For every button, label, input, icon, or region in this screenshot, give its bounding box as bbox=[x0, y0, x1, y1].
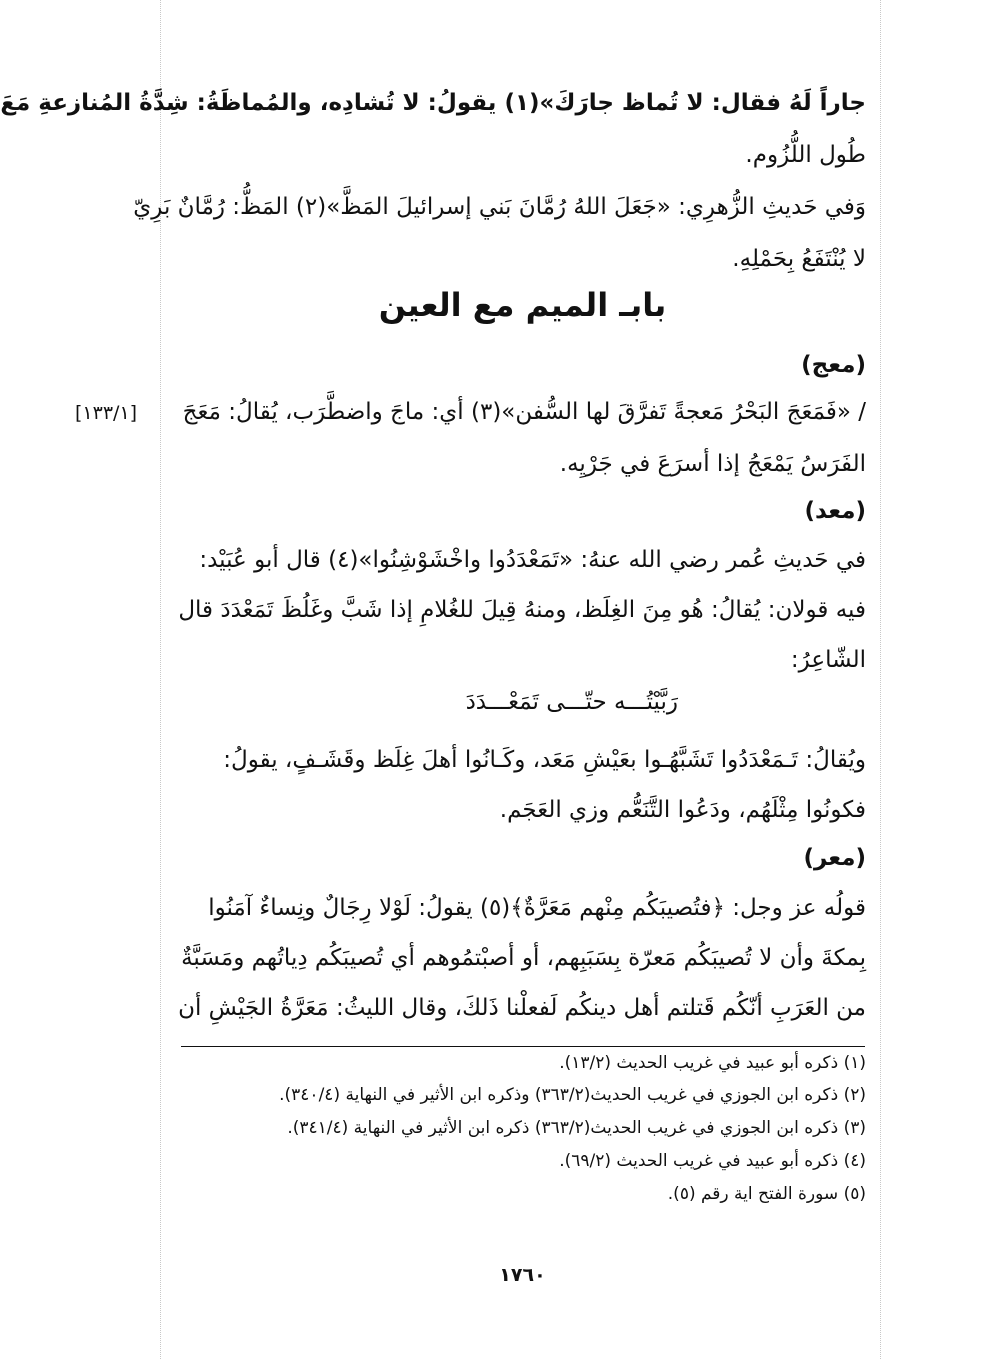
text-line: قولُه عز وجل: ﴿فتُصيبَكُم مِنْهم مَعَرَّةٌ﴾(٥) يقولُ: لَوْلا رِجَالٌ ونِساءٌ آمَنُوا bbox=[208, 895, 866, 921]
text-line: ويُقالُ: تَـمَعْدَدُوا تَشَبَّهُـوا بعَيْشِ مَعَد، وكَـانُوا أهلَ غِلَظ وقَشَـفٍ، يقولُ: bbox=[223, 747, 866, 773]
top-paragraph bbox=[0, 88, 866, 274]
section-maad-cont bbox=[178, 745, 866, 825]
section-maaj bbox=[178, 397, 866, 479]
root-heading-maaj: (معج) bbox=[801, 352, 866, 378]
text-line: بِمكةَ وأن لا تُصيبَكُم مَعرّة بِسَبَبِهم، أو أصبْتمُوهم أي تُصيبَكُم دِياتُهم ومَسَبَّةٌ bbox=[181, 945, 866, 971]
text-line: وَفي حَديثِ الزُّهرِي: «جَعَلَ اللهُ رُمَّانَ بَني إسرائيلَ المَظَّ»(٢) المَظُّ: رُمَّانٌ بَرِيّ bbox=[133, 194, 866, 220]
root-heading-maar: (معر) bbox=[803, 845, 866, 871]
root-heading-maad: (معد) bbox=[804, 498, 866, 524]
manuscript-marker: [١٣٣/١] bbox=[75, 402, 138, 424]
text-line: جاراً لَهُ فقال: لا تُماظ جارَكَ»(١) يقولُ: لا تُشادِه، والمُماظَةُ: شِدَّةُ المُنازعةِ مَعَ bbox=[0, 90, 866, 116]
page-number: ١٧٦٠ bbox=[499, 1264, 546, 1286]
text-line: لا يُنْتَفَعُ بِحَمْلِهِ. bbox=[732, 246, 866, 272]
scan-guide-right bbox=[880, 0, 881, 1359]
footnote-separator bbox=[181, 1046, 865, 1047]
chapter-title: بابـ الميم مع العين bbox=[378, 286, 667, 324]
text-line: / «فَمَعَجَ البَحْرُ مَعجةً تَفرَّقَ لها السُّفن»(٣) أي: ماجَ واضطَّرَب، يُقالُ: مَعَجَ bbox=[182, 399, 866, 425]
poetry-verse: رَبَّيْتُـــه حتّـــى تَمَعْـــدَدَ bbox=[465, 689, 678, 715]
footnote: (٢) ذكره ابن الجوزي في غريب الحديث(٣٦٣/٢) وذكره ابن الأثير في النهاية (٣٤٠/٤). bbox=[279, 1085, 866, 1105]
section-maad bbox=[178, 545, 866, 675]
text-line: من العَرَبِ أنّكُم قَتلتم أهل دينكُم لَفعلْنا ذَلكَ، وقال الليثُ: مَعَرَّةُ الجَيْشِ أن bbox=[178, 995, 866, 1021]
text-line: طُول اللُّزُوم. bbox=[745, 142, 866, 168]
text-line: الفَرَسُ يَمْعَجُ إذا أسرَعَ في جَرْيِه. bbox=[559, 451, 866, 477]
text-line: فكونُوا مِثْلَهُم، ودَعُوا التَّنَعُّم وزي العَجَم. bbox=[499, 797, 866, 823]
footnote: (٣) ذكره ابن الجوزي في غريب الحديث(٣٦٣/٢) ذكره ابن الأثير في النهاية (٣٤١/٤). bbox=[287, 1118, 866, 1138]
section-maar bbox=[178, 893, 866, 1023]
text-line: الشّاعِرُ: bbox=[790, 647, 866, 673]
text-line: فيه قولان: يُقالُ: هُو مِنَ الغِلَظ، ومنهُ قِيلَ للغُلامِ إذا شَبَّ وغَلُظَ تَمَعْدَدَ قال bbox=[178, 597, 866, 623]
footnote: (١) ذكره أبو عبيد في غريب الحديث (١٣/٢). bbox=[559, 1053, 866, 1073]
footnote: (٤) ذكره أبو عبيد في غريب الحديث (٦٩/٢). bbox=[559, 1151, 866, 1171]
text-line: في حَديثِ عُمر رضي الله عنهُ: «تَمَعْدَدُوا واخْشَوْشِنُوا»(٤) قال أبو عُبَيْد: bbox=[199, 547, 866, 573]
footnote: (٥) سورة الفتح اية رقم (٥). bbox=[667, 1184, 866, 1204]
